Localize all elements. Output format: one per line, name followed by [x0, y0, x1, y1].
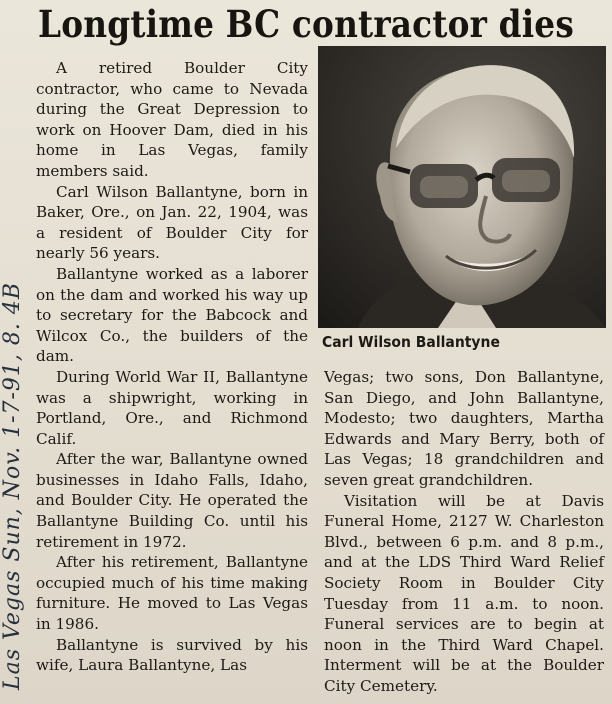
article-paragraph: After the war, Ballantyne owned businesses in Idaho Falls, Idaho, and Boulder City. He operated the Ballantyne Building Co. until his retirement in 1972.: [36, 450, 308, 551]
handwritten-source-note: Las Vegas Sun, Nov. 1-7-91, 8. 4B: [0, 281, 25, 690]
portrait-illustration: [318, 46, 606, 328]
article-paragraph: After his retirement, Ballantyne occupied much of his time making furniture. He moved to Las Vegas in 1986.: [36, 553, 308, 634]
article-paragraph: Ballantyne is survived by his wife, Laura Ballantyne, Las: [36, 635, 308, 675]
photo-caption: Carl Wilson Ballantyne: [322, 333, 500, 351]
portrait-photo: [318, 46, 606, 328]
article-paragraph: Vegas; two sons, Don Ballantyne, San Diego, and John Ballantyne, Modesto; two daughters, Martha Edwards and Mary Berry, both of Las Vegas; 18 grandchildren and seven great grandchildren.: [324, 368, 604, 489]
article-paragraph: Visitation will be at Davis Funeral Home, 2127 W. Charleston Blvd., between 6 p.m. and 8 p.m., and at the LDS Third Ward Relief Society Room in Boulder City Tuesday from 11 a.m. to noon. Funeral services are to begin at noon in the Third Ward Chapel. Interment will be at the Boulder City Cemetery.: [324, 491, 604, 695]
article-paragraph: Carl Wilson Ballantyne, born in Baker, Ore., on Jan. 22, 1904, was a resident of Boulder City for nearly 56 years.: [36, 182, 308, 263]
article-column-left: [36, 58, 308, 676]
headline: Longtime BC contractor dies: [38, 2, 574, 46]
article-paragraph: During World War II, Ballantyne was a shipwright, working in Portland, Ore., and Richmond Calif.: [36, 367, 308, 448]
article-column-right: [324, 367, 604, 697]
article-paragraph: Ballantyne worked as a laborer on the dam and worked his way up to secretary for the Babcock and Wilcox Co., the builders of the dam.: [36, 264, 308, 366]
article-paragraph: A retired Boulder City contractor, who came to Nevada during the Great Depression to work on Hoover Dam, died in his home in Las Vegas, family members said.: [36, 59, 308, 180]
